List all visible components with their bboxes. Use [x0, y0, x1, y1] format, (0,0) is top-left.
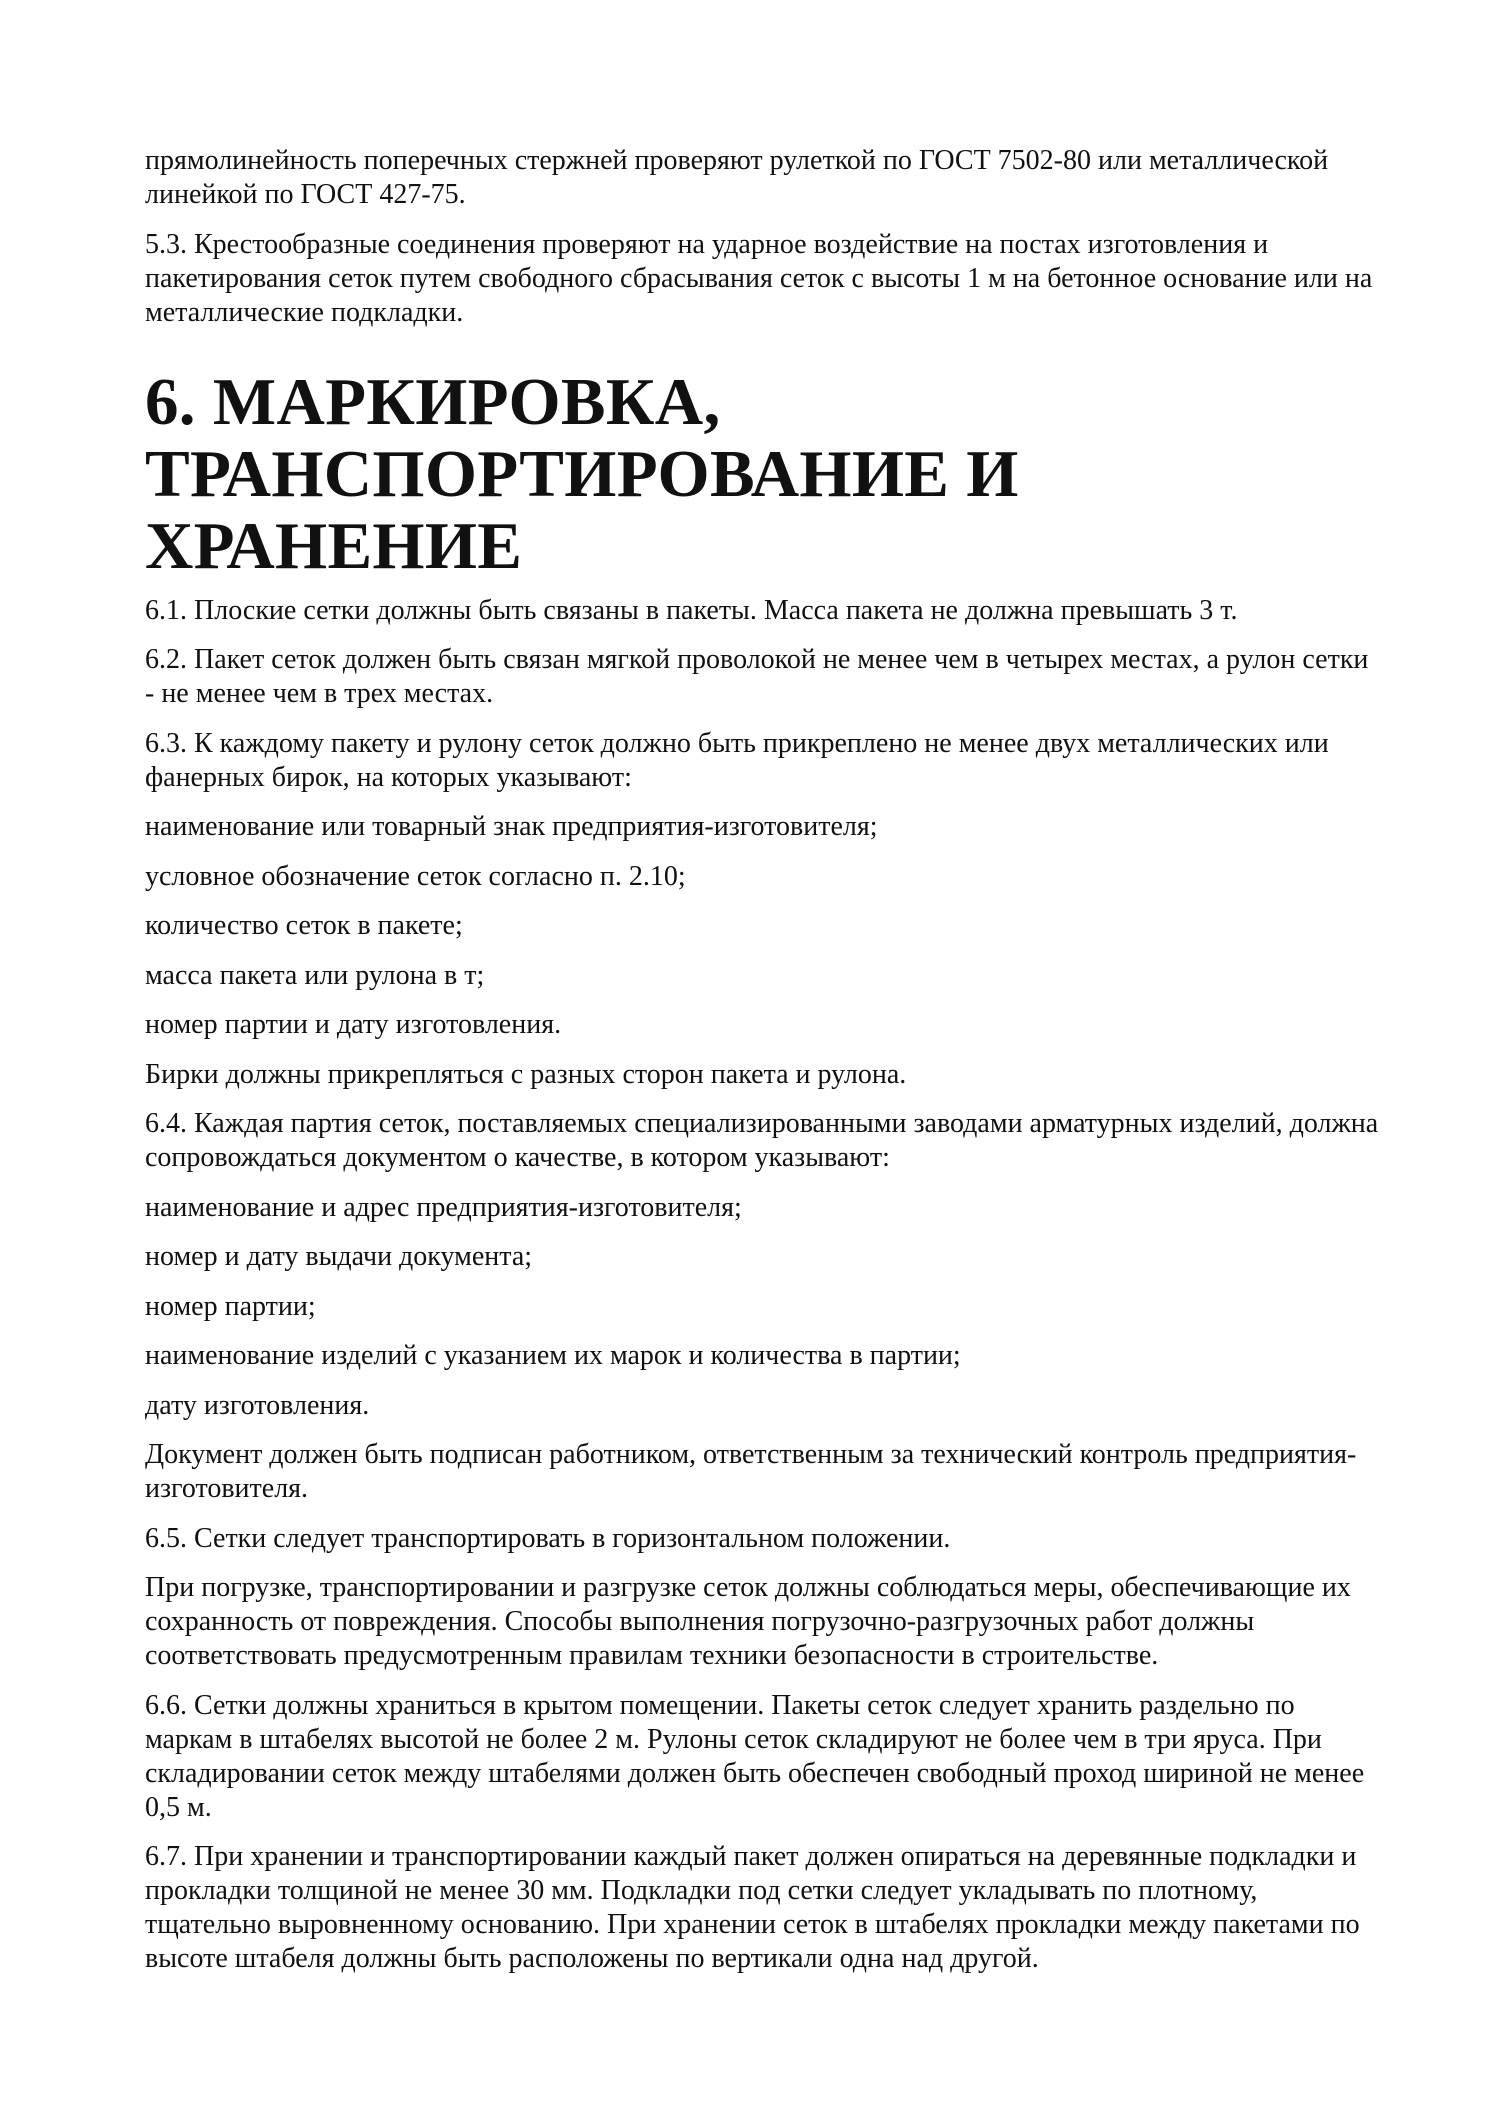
list-item-doc-name-address: наименование и адрес предприятия-изготовителя; — [145, 1191, 742, 1223]
list-item-doc-number-date: номер и дату выдачи документа; — [145, 1241, 533, 1272]
document-page — [145, 144, 1380, 1992]
section-heading-line-1: 6. МАРКИРОВКА, — [145, 364, 721, 439]
list-item-doc-date: дату изготовления. — [145, 1389, 370, 1421]
list-item-tag-mass: масса пакета или рулона в т; — [145, 959, 485, 991]
paragraph-6-2: 6.2. Пакет сеток должен быть связан мягкой проволокой не менее чем в четырех местах, а рулон сетки - не менее чем в трех местах. — [145, 644, 1369, 709]
section-heading-line-2: ТРАНСПОРТИРОВАНИЕ И ХРАНЕНИЕ — [145, 436, 1019, 583]
paragraph-doc-signature: Документ должен быть подписан работником, ответственным за технический контроль предприятия-изготовителя. — [145, 1439, 1357, 1504]
paragraph-6-6: 6.6. Сетки должны храниться в крытом помещении. Пакеты сеток следует хранить раздельно по маркам в штабелях высотой не более 2 м. Рулоны сеток складируют не более чем в три яруса. При складировании сеток между штабелями должен быть обеспечен свободный проход шириной не менее 0,5 м. — [145, 1689, 1365, 1823]
list-item-tag-name: наименование или товарный знак предприятия-изготовителя; — [145, 811, 878, 842]
paragraph-6-3: 6.3. К каждому пакету и рулону сеток должно быть прикреплено не менее двух металлических или фанерных бирок, на которых указывают: — [145, 727, 1329, 793]
paragraph-6-5: 6.5. Сетки следует транспортировать в горизонтальном положении. — [145, 1522, 951, 1554]
paragraph-straightness-check: прямолинейность поперечных стержней проверяют рулеткой по ГОСТ 7502-80 или металлической линейкой по ГОСТ 427-75. — [145, 145, 1329, 210]
list-item-tag-designation: условное обозначение сеток согласно п. 2.10; — [145, 860, 686, 892]
paragraph-5-3: 5.3. Крестообразные соединения проверяют на ударное воздействие на постах изготовления и пакетирования сеток путем свободного сбрасывания сеток с высоты 1 м на бетонное основание или на металлические подкладки. — [145, 228, 1373, 328]
list-item-doc-batch: номер партии; — [145, 1290, 316, 1322]
paragraph-6-1: 6.1. Плоские сетки должны быть связаны в пакеты. Масса пакета не должна превышать 3 т. — [145, 594, 1238, 626]
paragraph-loading-rules: При погрузке, транспортировании и разгрузке сеток должны соблюдаться меры, обеспечивающие их сохранность от повреждения. Способы выполнения погрузочно-разгрузочных работ должны соответствовать предусмотренным правилам техники безопасности в строительстве. — [145, 1572, 1351, 1671]
paragraph-6-7: 6.7. При хранении и транспортировании каждый пакет должен опираться на деревянные подкладки и прокладки толщиной не менее 30 мм. Подкладки под сетки следует укладывать по плотному, тщательно выровненному основанию. При хранении сеток в штабелях прокладки между пакетами по высоте штабеля должны быть расположены по вертикали одна над другой. — [145, 1841, 1360, 1974]
section-heading — [145, 366, 1380, 582]
paragraph-tags-placement: Бирки должны прикрепляться с разных сторон пакета и рулона. — [145, 1058, 907, 1090]
list-item-doc-products: наименование изделий с указанием их марок и количества в партии; — [145, 1340, 961, 1371]
list-item-tag-batch: номер партии и дату изготовления. — [145, 1009, 562, 1040]
list-item-tag-count: количество сеток в пакете; — [145, 910, 463, 941]
paragraph-6-4: 6.4. Каждая партия сеток, поставляемых специализированными заводами арматурных изделий, должна сопровождаться документом о качестве, в котором указывают: — [145, 1108, 1379, 1173]
